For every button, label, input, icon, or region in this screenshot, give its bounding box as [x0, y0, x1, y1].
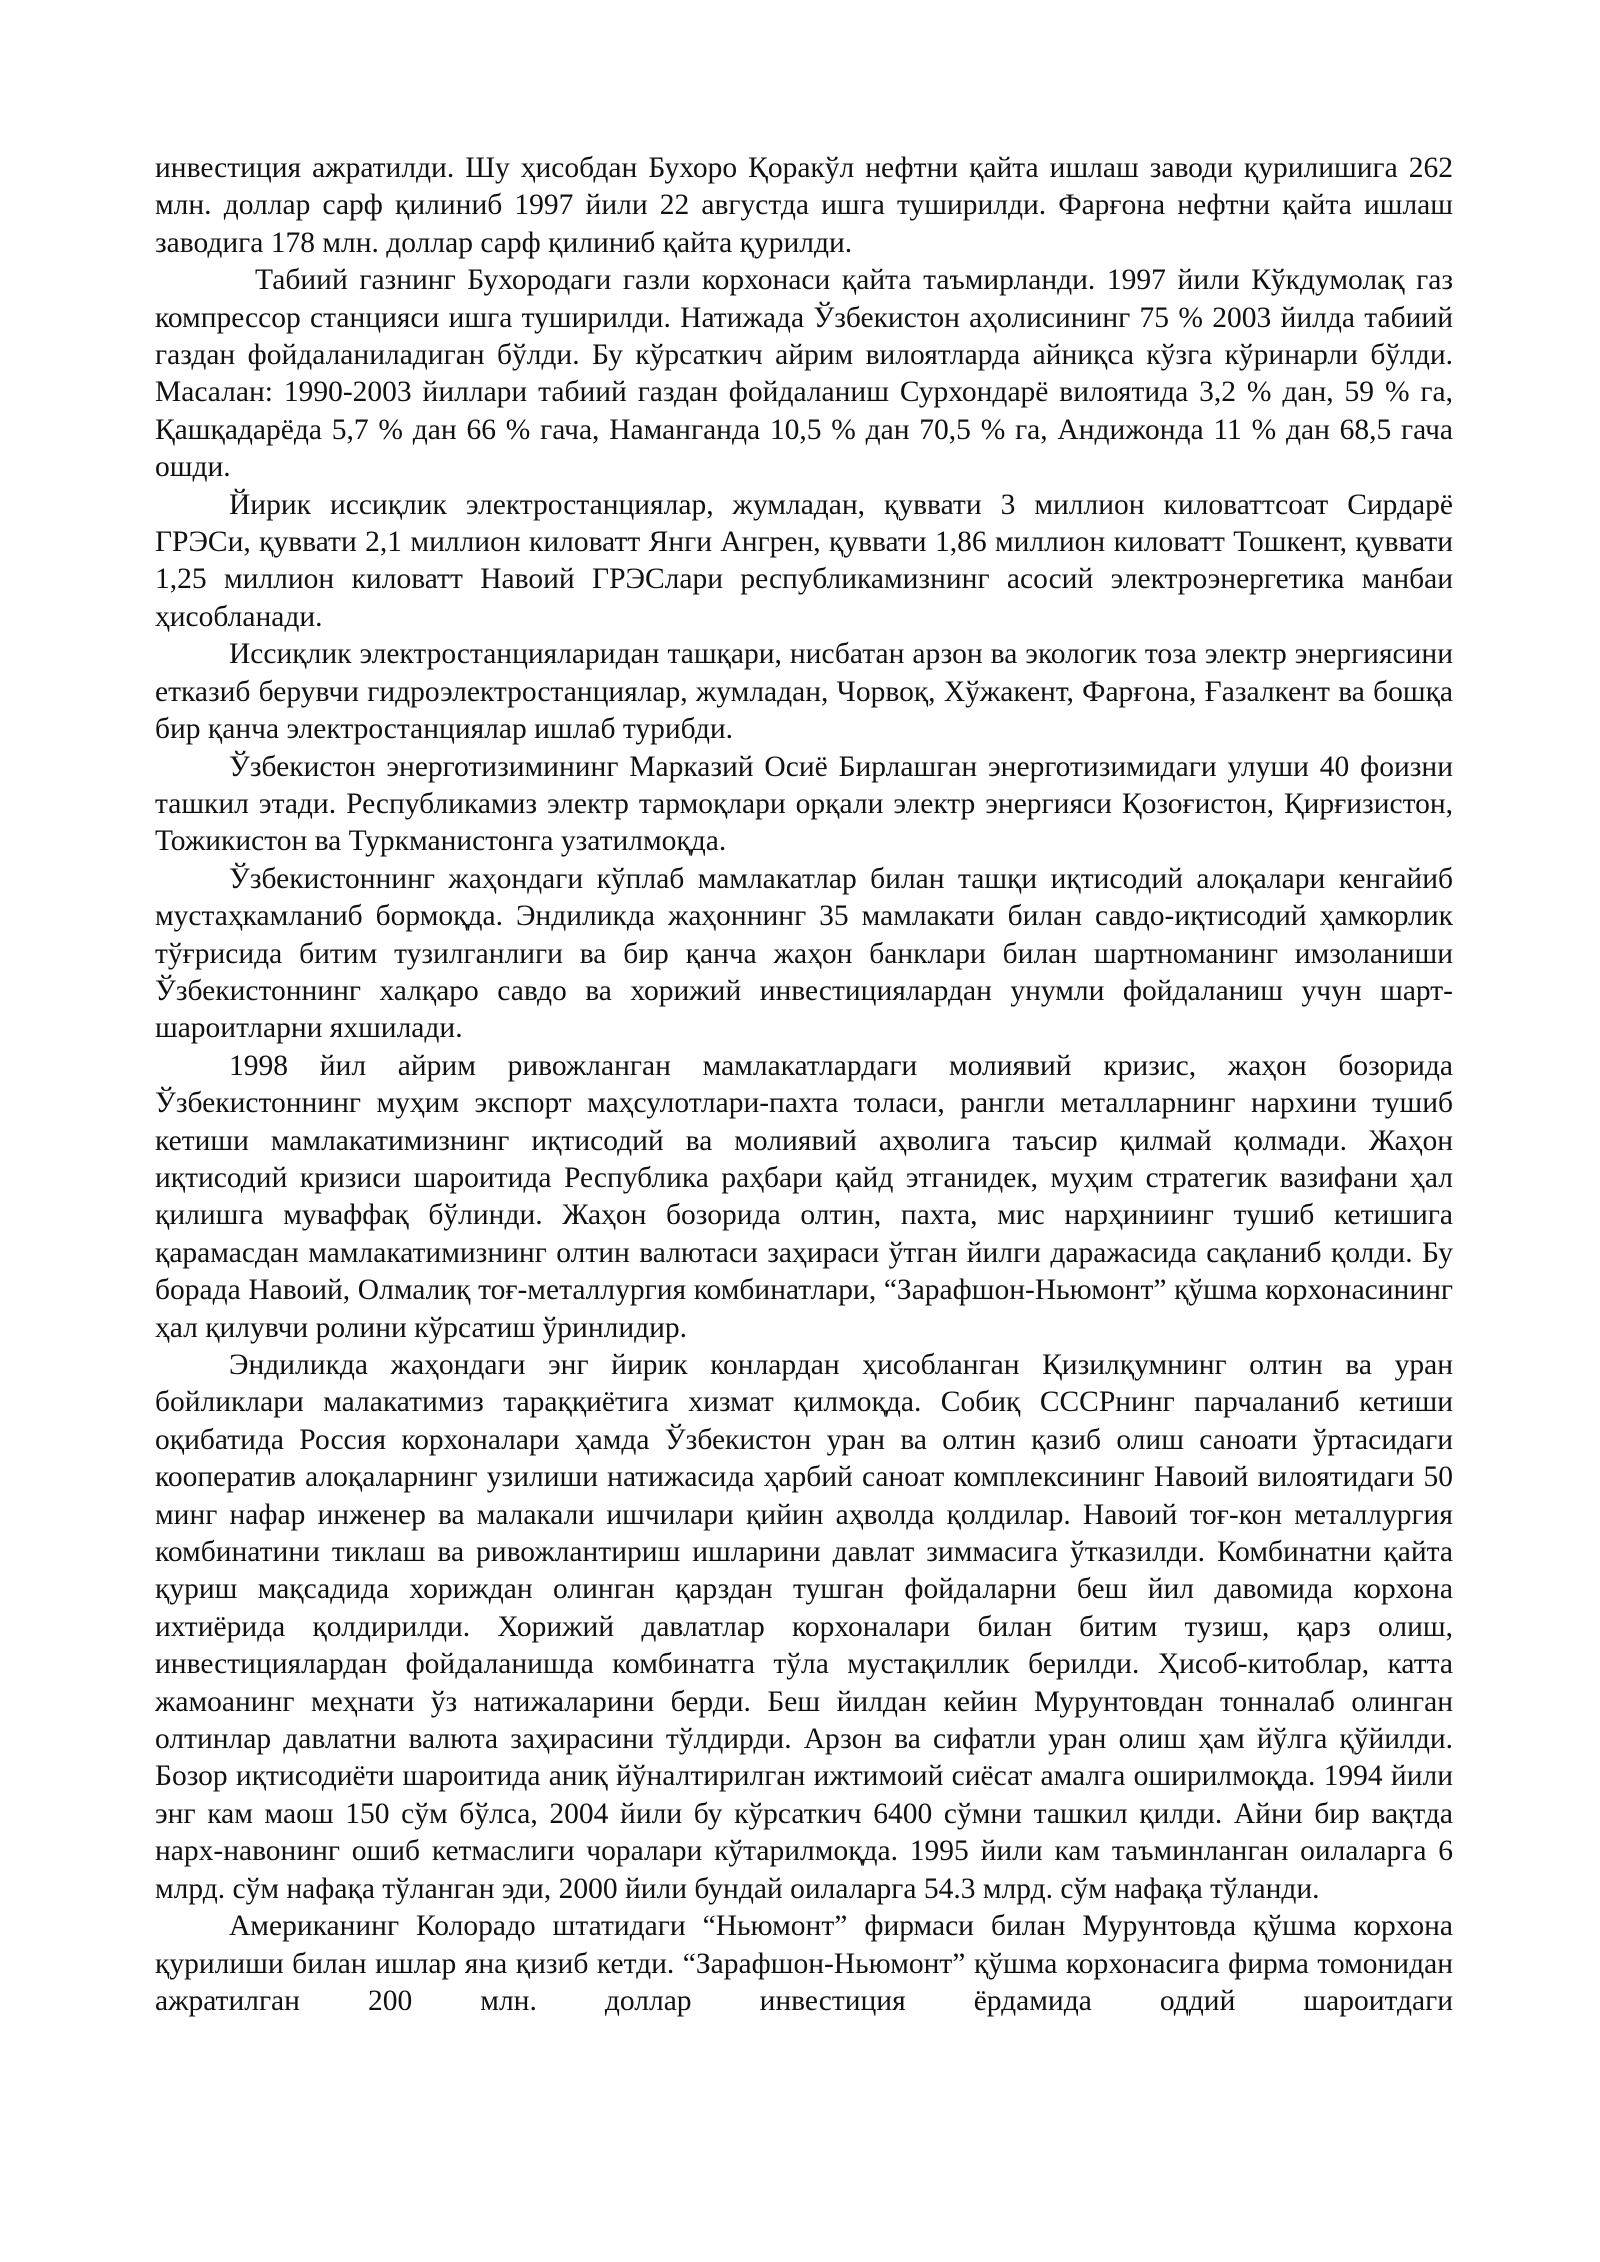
paragraph-foreign-relations: Ўзбекистоннинг жаҳондаги кўплаб мамлакатлар билан ташқи иқтисодий алоқалари кенгайиб мустаҳкамланиб бормоқда. Эндиликда жаҳоннинг 35 мамлакати билан савдо-иқтисодий ҳамкорлик тўғрисида битим тузилганлиги ва бир қанча жаҳон банклари билан шартноманинг имзоланиши Ўзбекистоннинг халқаро савдо ва хорижий инвестициялардан унумли фойдаланиш учун шарт-шароитларни яхшилади.	[155, 862, 1453, 1045]
paragraph-financial-crisis-1998: 1998 йил айрим ривожланган мамлакатлардаги молиявий кризис, жаҳон бозорида Ўзбекистоннинг муҳим экспорт маҳсулотлари-пахта толаси, рангли металларнинг нархини тушиб кетиши мамлакатимизнинг иқтисодий ва молиявий аҳволига таъсир қилмай қолмади. Жаҳон иқтисодий кризиси шароитида Республика раҳбари қайд этганидек, муҳим стратегик вазифани ҳал қилишга муваффақ бўлинди. Жаҳон бозорида олтин, пахта, мис нарҳиниинг тушиб кетишига қарамасдан мамлакатимизнинг олтин валютаси заҳираси ўтган йилги даражасида сақланиб қолди. Бу борада Навоий, Олмалиқ тоғ-металлургия комбинатлари, “Зарафшон-Ньюмонт” қўшма корхонасининг ҳал қилувчи ролини кўрсатиш ўринлидир.	[155, 1049, 1453, 1344]
paragraph-energy-system-share: Ўзбекистон энерготизимининг Марказий Осиё Бирлашган энерготизимидаги улуши 40 фоизни ташкил этади. Республикамиз электр тармоқлари орқали электр энергияси Қозоғистон, Қирғизистон, Тожикистон ва Туркманистонга узатилмоқда.	[155, 750, 1453, 858]
paragraph-kyzylkum-gold-uranium: Эндиликда жаҳондаги энг йирик конлардан ҳисобланган Қизилқумнинг олтин ва уран бойликлари малакатимиз тараққиётига хизмат қилмоқда. Собиқ СССРнинг парчаланиб кетиши оқибатида Россия корхоналари ҳамда Ўзбекистон уран ва олтин қазиб олиш саноати ўртасидаги кооператив алоқаларнинг узилиши натижасида ҳарбий саноат комплексининг Навоий вилоятидаги 50 минг нафар инженер ва малакали ишчилари қийин аҳволда қолдилар. Навоий тоғ-кон металлургия комбинатини тиклаш ва ривожлантириш ишларини давлат зиммасига ўтказилди. Комбинатни қайта қуриш мақсадида хориждан олинган қарздан тушган фойдаларни беш йил давомида корхона ихтиёрида қолдирилди. Хорижий давлатлар корхоналари билан битим тузиш, қарз олиш, инвестициялардан фойдаланишда комбинатга тўла мустақиллик берилди. Ҳисоб-китоблар, катта жамоанинг меҳнати ўз натижаларини берди. Беш йилдан кейин Мурунтовдан тонналаб олинган олтинлар давлатни валюта заҳирасини тўлдирди. Арзон ва сифатли уран олиш ҳам йўлга қўйилди. Бозор иқтисодиёти шароитида аниқ йўналтирилган ижтимоий сиёсат амалга оширилмоқда. 1994 йили энг кам маош 150 сўм бўлса, 2004 йили бу кўрсаткич 6400 сўмни ташкил қилди. Айни бир вақтда нарх-навонинг ошиб кетмаслиги чоралари кўтарилмоқда. 1995 йили кам таъминланган оилаларга 6 млрд. сўм нафақа тўланган эди, 2000 йили бундай оилаларга 54.3 млрд. сўм нафақа тўланди.	[155, 1349, 1453, 1905]
document-page	[155, 150, 1453, 2020]
paragraph-newmont-joint-venture: Американинг Колорадо штатидаги “Ньюмонт” фирмаси билан Мурунтовда қўшма корхона қурилиши билан ишлар яна қизиб кетди. “Зарафшон-Ньюмонт” қўшма корхонасига фирма томонидан ажратилган 200 млн. доллар инвестиция ёрдамида оддий шароитдаги	[155, 1910, 1453, 2017]
paragraph-natural-gas: Табиий газнинг Бухородаги газли корхонаси қайта таъмирланди. 1997 йили Кўкдумолақ газ компрессор станцияси ишга туширилди. Натижада Ўзбекистон аҳолисининг 75 % 2003 йилда табиий газдан фойдаланиладиган бўлди. Бу кўрсаткич айрим вилоятларда айниқса кўзга кўринарли бўлди. Масалан: 1990-2003 йиллари табиий газдан фойдаланиш Сурхондарё вилоятида 3,2 % дан, 59 % га, Қашқадарёда 5,7 % дан 66 % гача, Наманганда 10,5 % дан 70,5 % га, Андижонда 11 % дан 68,5 гача ошди.	[155, 264, 1453, 484]
paragraph-hydro-power-plants: Иссиқлик электростанцияларидан ташқари, нисбатан арзон ва экологик тоза электр энергиясини етказиб берувчи гидроэлектростанциялар, жумладан, Чорвоқ, Хўжакент, Фарғона, Ғазалкент ва бошқа бир қанча электростанциялар ишлаб турибди.	[155, 638, 1453, 746]
paragraph-thermal-power-plants: Йирик иссиқлик электростанциялар, жумладан, қуввати 3 миллион киловаттсоат Сирдарё ГРЭСи, қуввати 2,1 миллион киловатт Янги Ангрен, қуввати 1,86 миллион киловатт Тошкент, қуввати 1,25 миллион киловатт Навоий ГРЭСлари республикамизнинг асосий электроэнергетика манбаи ҳисобланади.	[155, 488, 1453, 633]
paragraph-investment-refineries: инвестиция ажратилди. Шу ҳисобдан Бухоро Қоракўл нефтни қайта ишлаш заводи қурилишига 262 млн. доллар сарф қилиниб 1997 йили 22 августда ишга туширилди. Фарғона нефтни қайта ишлаш заводига 178 млн. доллар сарф қилиниб қайта қурилди.	[155, 152, 1453, 259]
